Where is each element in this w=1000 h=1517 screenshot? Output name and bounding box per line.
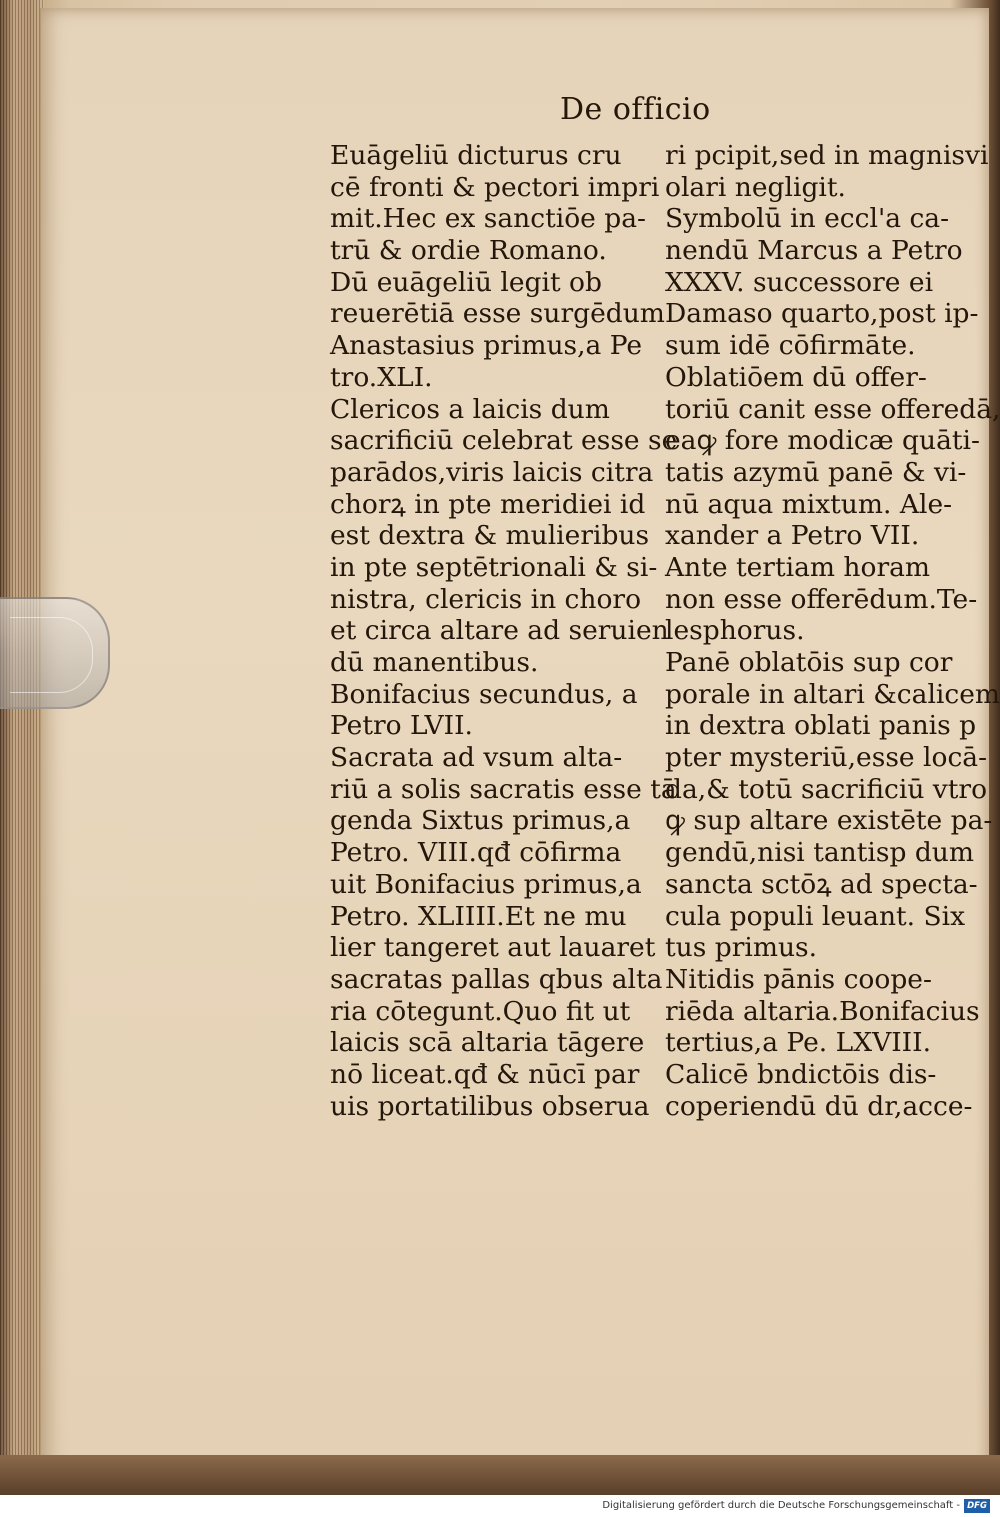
text-line: reuerētiā esse surgēdum bbox=[330, 298, 665, 330]
text-line: coperiendū dū dr,acce- bbox=[665, 1090, 973, 1122]
text-line: genda Sixtus primus,a bbox=[330, 805, 631, 837]
text-line: Damaso quarto,post ip- bbox=[665, 298, 979, 330]
left-text-column bbox=[330, 140, 678, 1122]
text-line: lier tangeret aut lauaret bbox=[330, 932, 656, 964]
text-line: chorꝝ in pte meridiei id bbox=[330, 488, 646, 520]
text-line: riēda altaria.Bonifacius bbox=[665, 995, 980, 1027]
text-line: Petro. VIII.qđ cōfirma bbox=[330, 837, 622, 869]
text-line: nistra, clericis in choro bbox=[330, 583, 642, 615]
text-line: Petro. XLIIII.Et ne mu bbox=[330, 900, 627, 932]
text-line: in dextra oblati panis p bbox=[665, 710, 977, 742]
text-line: Bonifacius secundus, a bbox=[330, 678, 638, 710]
text-line: tatis azymū panē & vi- bbox=[665, 456, 967, 488]
text-line: tus primus. bbox=[665, 932, 818, 964]
text-line: Ante tertiam horam bbox=[665, 551, 931, 583]
text-line: et circa altare ad seruien bbox=[330, 615, 669, 647]
dfg-logo: DFG bbox=[964, 1499, 990, 1513]
text-line: laicis scā altaria tāgere bbox=[330, 1027, 645, 1059]
text-line: nō liceat.qđ & nūcī par bbox=[330, 1058, 640, 1090]
text-line: uis portatilibus obserua bbox=[330, 1090, 650, 1122]
text-line: sancta sctōꝝ ad specta- bbox=[665, 868, 978, 900]
text-line: pter mysteriū,esse locā- bbox=[665, 742, 988, 774]
text-line: tertius,a Pe. LXVIII. bbox=[665, 1027, 932, 1059]
text-line: parādos,viris laicis citra bbox=[330, 456, 654, 488]
text-line: porale in altari &calicem bbox=[665, 678, 1000, 710]
text-line: nendū Marcus a Petro bbox=[665, 235, 963, 267]
text-line: sum idē cōfirmāte. bbox=[665, 330, 916, 362]
text-line: cē fronti & pectori impri bbox=[330, 171, 660, 203]
text-line: dū manentibus. bbox=[330, 647, 539, 678]
text-line: toriū canit esse offeredā, bbox=[665, 393, 1000, 425]
text-line: uit Bonifacius primus,a bbox=[330, 868, 642, 900]
footer-bar bbox=[0, 1495, 1000, 1517]
text-line: sacrificiū celebrat esse se bbox=[330, 425, 678, 457]
text-line: Euāgeliū dicturus cru bbox=[330, 140, 622, 171]
text-line: Anastasius primus,a Pe bbox=[330, 330, 643, 362]
text-line: Oblatiōem dū offer- bbox=[665, 361, 927, 393]
text-line: Petro LVII. bbox=[330, 710, 473, 742]
text-line: Symbolū in eccl'a ca- bbox=[665, 203, 950, 235]
text-line: ri pcipit,sed in magnisvi bbox=[665, 140, 989, 171]
text-line: xander a Petro VII. bbox=[665, 520, 920, 552]
book-bottom-edge bbox=[0, 1455, 1000, 1495]
page-edges bbox=[0, 0, 44, 1495]
text-line: cula populi leuant. Six bbox=[665, 900, 966, 932]
text-line: Sacrata ad vsum alta- bbox=[330, 742, 623, 774]
text-line: lesphorus. bbox=[665, 615, 805, 647]
text-line: gendū,nisi tantisp dum bbox=[665, 837, 974, 869]
page-clip-highlight bbox=[10, 617, 93, 693]
text-line: ꝙ sup altare existēte pa- bbox=[665, 805, 993, 837]
text-line: est dextra & mulieribus bbox=[330, 520, 650, 552]
text-line: ria cōtegunt.Quo fit ut bbox=[330, 995, 631, 1027]
text-line: sacratas pallas qbus alta bbox=[330, 963, 663, 995]
text-line: Nitidis pānis coope- bbox=[665, 963, 932, 995]
text-line: eaꝙ fore modicæ quāti- bbox=[665, 425, 980, 457]
text-line: riū a solis sacratis esse tā bbox=[330, 773, 677, 805]
text-line: nū aqua mixtum. Ale- bbox=[665, 488, 953, 520]
text-line: Panē oblatōis sup cor bbox=[665, 647, 953, 678]
text-line: non esse offerēdum.Te- bbox=[665, 583, 978, 615]
text-line: Calicē bndictōis dis- bbox=[665, 1058, 937, 1090]
text-line: tro.XLI. bbox=[330, 361, 433, 393]
right-text-column bbox=[665, 140, 1000, 1122]
text-line: trū & ordie Romano. bbox=[330, 235, 607, 267]
text-line: Dū euāgeliū legit ob bbox=[330, 266, 602, 298]
text-line: XXXV. successore ei bbox=[665, 266, 934, 298]
funding-credit: Digitalisierung gefördert durch die Deutsche Forschungsgemeinschaft - bbox=[602, 1500, 960, 1511]
text-line: mit.Hec ex sanctiōe pa- bbox=[330, 203, 646, 235]
text-line: da,& totū sacrificiū vtro bbox=[665, 773, 988, 805]
page-clip bbox=[0, 597, 110, 709]
text-line: olari negligit. bbox=[665, 171, 846, 203]
text-line: Clericos a laicis dum bbox=[330, 393, 610, 425]
text-line: in pte septētrionali & si- bbox=[330, 551, 658, 583]
running-title: De officio bbox=[560, 92, 711, 127]
